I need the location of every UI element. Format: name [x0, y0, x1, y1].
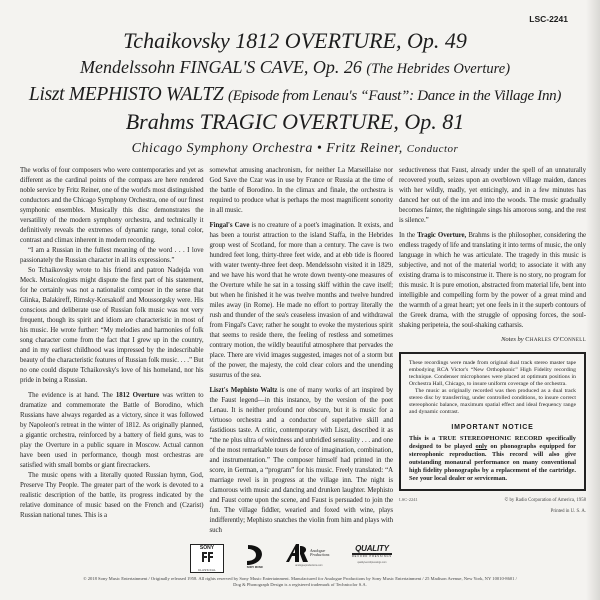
box-footer [399, 497, 586, 515]
paragraph-text: The music opens with a literally quoted Russian hymn, God, Preserve Thy People. The greater part of the work is devoted to a realistic description of the battle, its progress indicated by the relative dominance of music based on the French and (Czarist) Russian national tunes. This is a [20, 472, 204, 519]
analogue-url: analogueproductions.com [295, 564, 323, 567]
copyright-block [505, 497, 586, 515]
label-logos [190, 544, 600, 574]
sony-classical-emblem-icon [200, 551, 214, 562]
paragraph-text: seductiveness that Faust, already under the spell of an unnaturally recovered youth, seizes upon an overblown village maiden, dances with her wildly, madly, yet enticingly, and in a few minutes has danced her out of the inn and into the woods. The music gradually becomes fainter, the nightingale sings his amorous song, and the rest is silence.” [399, 167, 586, 224]
performers-role: Conductor [406, 143, 459, 155]
footer-legal [0, 576, 600, 592]
title-mendelssohn [0, 54, 590, 82]
paragraph-text: So Tchaikovsky wrote to his friend and patron Nadejda von Meck. Musicologists might dispute the first part of his statement, for he certainly was not a nationalist composer in the sense that Glinka, Balakireff, Rimsky-Korsakoff and Moussorgsky were. His conscious and deliberate use of Russian folk music was not very frequent, though its spirit and idiom are characteristic in most of his music. He wrote further: “My melodies and harmonies of folk song character come from the fact that I grew up in the country, and in my earliest childhood was impressed by the indescribable beauty of the characteristic features of Russian folk music. . . .” But no one could dispute Tchaikovsky's love of his homeland, nor his pride in being a Russian. [20, 267, 204, 384]
notes-paragraph [20, 246, 204, 266]
notes-paragraph [210, 166, 394, 216]
sony-music-label: SONY MUSIC [246, 566, 264, 569]
paragraph-text: The works of four composers who were contemporaries and yet as different as the cardinal points of the compass are here rendered noble service by Fritz Reiner, one of the world's most distinguished conductors and the Chicago Symphony Orchestra, one of our finest symphonic ensembles. Musically this disc demonstrates the versatility of the modern symphony orchestra, and technically it definitively reveals the extremes of dynamic range, tonal color, contrast and climax inherent in modern recording. [20, 167, 204, 244]
notes-paragraph [20, 391, 204, 471]
paragraph-text: somewhat amusing anachronism, for neither La Marseillaise nor God Save the Czar was in use by France or Russia at the time of the battle of Borodino. In the climax and finale, the orchestra is required to produce what is perhaps the most magnificent sonority in all music. [209, 167, 393, 214]
paragraph-text: is no creature of a poet's imagination. It exists, and has been a tourist attraction to the island Staffa, in the Hebrides group west of Scotland, for more than a century. The cave is two hundred feet long, thirty-three feet wide, and at ebb tide is floored with water twenty-three feet deep. Mendelssohn visited it in 1829, and we have his word that he wrote down twenty-one measures of the Overture while he sat in a tossing skiff within the cave itself; but when he finished it he was twelve months and twelve hundred miles away (in Rome). He made no effort to portray literally the rush and thunder of the sea's ceaseless invasion of and withdrawal from Fingal's Cave; rather he sought to evoke the mysterious spirit that seems to reside there, the feeling of restless and sometimes contrary motion, the wildly beautiful atmosphere that pervades the place. There are vivid images suggested, images not of a storm but of the power, the majesty, the cold clear colors and the unending susurrus of the sea. [209, 222, 393, 379]
notes-paragraph [399, 231, 586, 331]
credit-prefix: Notes by [501, 336, 524, 343]
technical-notice-box [399, 352, 586, 491]
paragraph-lead: Fingal's Cave [209, 222, 250, 229]
notes-columns [0, 162, 600, 536]
title-tchaikovsky: Tchaikovsky 1812 OVERTURE, Op. 49 [123, 28, 467, 53]
quality-url: qualityrecordpressings.com [357, 560, 387, 564]
analogue-productions-logo [286, 544, 332, 568]
title-liszt [0, 82, 590, 109]
paragraph-text: “I am a Russian in the fullest meaning of the word . . . I love passionately the Russian character in all its expressions.” [20, 247, 204, 264]
title-brahms: Brahms TRAGIC OVERTURE, Op. 81 [125, 109, 465, 134]
notes-paragraph [399, 166, 586, 226]
notice-post: on phonographs equipped for stereophonic reproduction. This record will also give outstanding monaural performance on many conventional high fidelity phonographs by a replacement of the cartridge. See your local dealer or serviceman. [409, 443, 576, 482]
performers [0, 136, 590, 162]
notes-paragraph [20, 471, 204, 521]
printed-in: Printed in U. S. A. [550, 509, 586, 514]
notes-paragraph [20, 166, 204, 246]
notes-column-1 [20, 166, 204, 521]
sony-music-emblem-icon [244, 544, 266, 566]
small-catalog-number: LSC-2241 [399, 497, 418, 502]
paragraph-text: is one of many works of art inspired by the Faust legend—in this instance, by the version of the poet Lenau. It is neither profound nor obscure, but it is music for a virtuoso orchestra and a conductor of superlative skill and fastidious taste. A critic, contemporary with Liszt, described it as “the ne plus ultra of weirdness and unbridled sensuality . . . and one of the most remarkable tours de force of imagination, combination, and instrumentation.” The composer himself had printed in the score, in German, a “program” for his music. Freely translated: “A marriage revel is in progress at the village inn. The night is clamorous with music and dancing and drunken laughter. Mephisto and Faust come upon the scene, and Faust is persuaded to join the fun. The village fiddler, wearied and foxed with wine, plays indifferently; Mephisto snatches the violin from him and plays with such [209, 387, 393, 534]
credit-name: Charles O'Connell [525, 336, 586, 343]
paragraph-lead: Liszt's Mephisto Waltz [209, 387, 278, 394]
catalog-number: LSC-2241 [529, 14, 568, 24]
important-notice-heading: IMPORTANT NOTICE [451, 424, 534, 431]
notice-pre: This is a TRUE STEREOPHONIC RECORD specifically designed to be played [409, 435, 576, 450]
paragraph-text: In the [399, 232, 418, 239]
analogue-productions-emblem-icon [286, 544, 308, 562]
recording-note-1: These recordings were made from original dual track stereo master tape embodying RCA Victor's “New Orthophonic” High Fidelity recording technique. Condenser microphones were placed at optimum positions in Orchestra Hall, Chicago, to insure uniform coverage of the orchestra. [409, 360, 576, 387]
title-mendelssohn-main: Mendelssohn FINGAL'S CAVE, Op. 26 [79, 57, 362, 77]
paragraph-lead: Tragic Overture, [417, 232, 467, 239]
analogue-productions-name: Analogue Productions [310, 547, 330, 557]
right-column [399, 166, 586, 515]
recording-note-2: The music as originally recorded was then produced as a dual track stereo disc by transferring, under controlled conditions, to insure correct stereophonic balance, maximum spatial effect and ideal frequency range and dynamic contrast. [409, 388, 576, 415]
notes-column-3 [399, 166, 586, 331]
sony-classical-logo [190, 544, 224, 573]
notice-emphasis: only [475, 443, 488, 450]
notes-column-2 [210, 166, 394, 536]
rca-copyright: © by Radio Corporation of America, 1958 [504, 498, 586, 503]
paragraph-text: was written to dramatize and commemorate the Battle of Borodino, which Russians have always regarded as a victory, since it was followed by Napoleon's retreat in the winter of 1812. As originally planned, a gigantic orchestra, reinforced by a battery of field guns, was to play the Overture in a public square in Moscow. Actual cannon have been used in performance, though most orchestras are satisfied with small bombs or giant firecrackers. [20, 392, 204, 469]
sony-classical-bottom: CLASSICAL [197, 567, 217, 572]
title-liszt-main: Liszt MEPHISTO WALTZ [28, 84, 224, 105]
title-mendelssohn-sub: (The Hebrides Overture) [366, 61, 511, 77]
footer-line-2: Dog & Phonograph Design is a registered trademark of Technicolor S.A. [233, 582, 367, 587]
performers-names: Chicago Symphony Orchestra • Fritz Reiner, [131, 141, 403, 156]
title-liszt-sub: (Episode from Lenau's “Faust”: Dance in the Village Inn) [228, 88, 562, 104]
notes-paragraph [210, 386, 394, 536]
paragraph-text: The evidence is at hand. The [28, 392, 116, 399]
notes-paragraph [20, 266, 204, 386]
quality-sub: RECORD PRESSINGS [352, 555, 392, 558]
footer-line-1: © 2018 Sony Music Entertainment / Originally released 1958. All rights reserved by Sony Music Entertainment. Manufactured for Analogue Productions by Sony Music Entertainment / 25 Madison Avenue, New York, NY 10010-8601 / [83, 576, 517, 581]
paragraph-lead: 1812 Overture [115, 392, 160, 399]
quality-label: QUALITY [355, 544, 389, 553]
notes-paragraph [210, 221, 394, 381]
paragraph-text: Brahms is the philosopher, considering the endless tragedy of life and translating it into terms of music, the only language in which he was articulate. The tragedy in this music is subjective, and not of the material world; to associate it with any existing drama is to misconstrue it. There is no story, no program for this music. It is pure emotion, abstracted from material life, bent into intelligible and compelling form by the power of a great mind and the warmth of a great heart; yet one feels in it the superb contours of the Greek drama, with the struggle of opposing forces, the soul-shaking peripeteia, the soul-shaking catharsis. [399, 232, 586, 329]
notes-credit [399, 335, 586, 344]
album-titles [0, 0, 590, 162]
sony-music-logo [244, 544, 266, 570]
important-notice-text [409, 435, 576, 483]
sony-classical-top: SONY [199, 545, 215, 551]
quality-record-pressings-logo [352, 544, 392, 564]
